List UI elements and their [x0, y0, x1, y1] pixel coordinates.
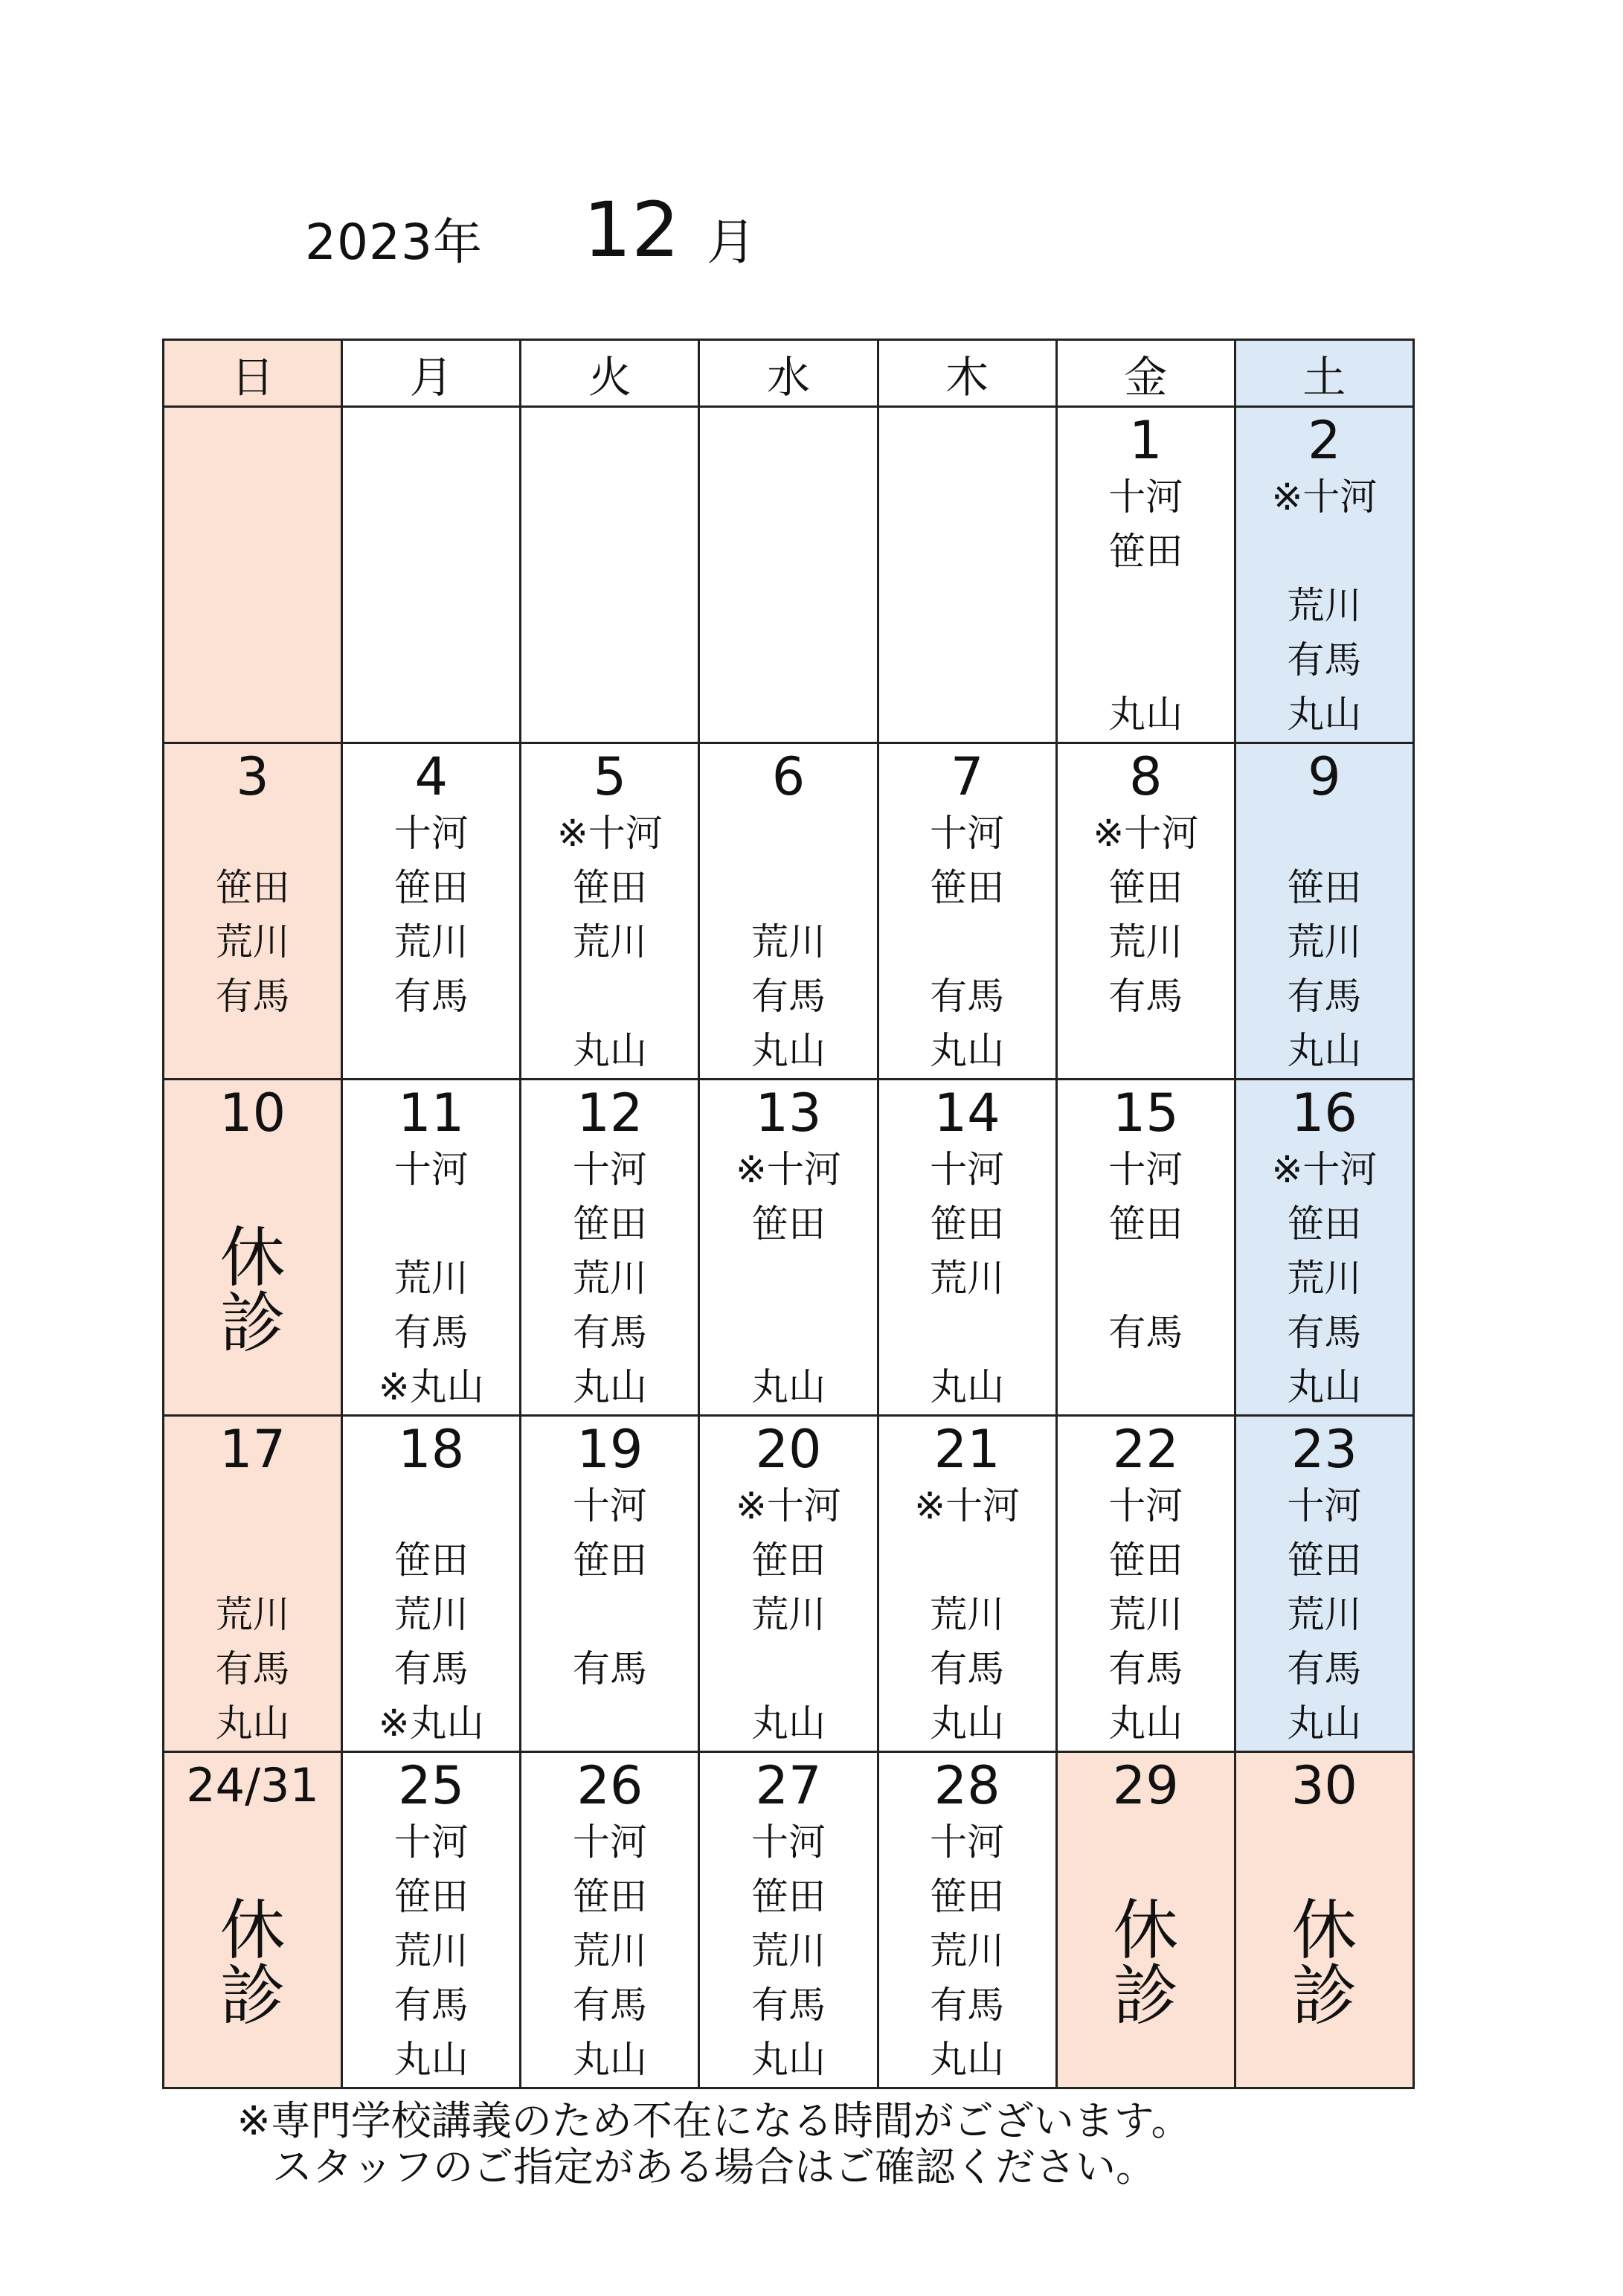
staff-list — [1236, 1479, 1413, 1751]
day-number: 4 — [414, 746, 448, 807]
staff-name: 有馬 — [393, 1311, 469, 1354]
staff-name: 十河 — [393, 1148, 469, 1191]
day-cell — [164, 1416, 342, 1752]
day-cell — [342, 1416, 521, 1752]
day-number: 7 — [950, 746, 984, 807]
staff-name: 丸山 — [572, 2038, 647, 2081]
weekday-header: 水 — [699, 340, 878, 407]
staff-name — [521, 1588, 698, 1642]
day-cell — [521, 743, 699, 1080]
staff-name: 丸山 — [1287, 1702, 1362, 1745]
closed-label: 休 診 — [1291, 1892, 1357, 2034]
staff-name: ※十河 — [1271, 475, 1378, 519]
day-number: 26 — [576, 1755, 643, 1816]
day-cell — [878, 1080, 1056, 1416]
day-number: 2 — [1308, 410, 1341, 471]
staff-name: 笹田 — [393, 1539, 469, 1582]
staff-name: 丸山 — [930, 1365, 1005, 1408]
staff-name: 荒川 — [1287, 920, 1362, 963]
day-cell — [1235, 1752, 1413, 2088]
staff-name: 丸山 — [930, 1702, 1005, 1745]
staff-name: 笹田 — [930, 866, 1005, 909]
day-cell — [699, 1752, 878, 2088]
staff-name: 笹田 — [751, 1202, 826, 1245]
staff-list — [700, 807, 876, 1078]
staff-name: 丸山 — [751, 2038, 826, 2081]
staff-name: 笹田 — [572, 866, 647, 909]
staff-name: 丸山 — [751, 1702, 826, 1745]
note-line-1: ※専門学校講義のため不在になる時間がございます。 — [237, 2097, 1192, 2144]
staff-name: ※丸山 — [378, 1365, 484, 1408]
staff-name: 笹田 — [1287, 866, 1362, 909]
staff-name: 荒川 — [930, 1257, 1005, 1300]
day-cell — [164, 1080, 342, 1416]
day-cell — [878, 1752, 1056, 2088]
staff-name: 笹田 — [930, 1875, 1005, 1918]
staff-name: 丸山 — [930, 2038, 1005, 2081]
day-number: 6 — [771, 746, 806, 807]
day-cell — [699, 1416, 878, 1752]
staff-name: 笹田 — [930, 1202, 1005, 1245]
staff-name: 有馬 — [572, 1984, 647, 2027]
staff-name: 荒川 — [1287, 1257, 1362, 1300]
staff-name: 笹田 — [1287, 1539, 1362, 1582]
month-number: 12 — [583, 186, 680, 275]
staff-name: 十河 — [1108, 475, 1183, 519]
day-number — [700, 411, 876, 470]
day-number: 18 — [398, 1419, 465, 1480]
staff-name: 有馬 — [215, 975, 290, 1018]
staff-list — [700, 1143, 876, 1414]
staff-name: 丸山 — [1108, 693, 1183, 736]
staff-name — [879, 1533, 1055, 1588]
staff-name: 十河 — [1108, 1148, 1183, 1191]
weekday-header: 金 — [1056, 340, 1235, 407]
year-label: 2023年 — [305, 214, 483, 271]
staff-name: 有馬 — [1108, 975, 1183, 1018]
staff-name: 有馬 — [393, 1647, 469, 1690]
staff-name: 荒川 — [930, 1929, 1005, 1972]
staff-name — [1058, 1024, 1234, 1078]
day-cell — [1056, 1080, 1235, 1416]
closed-label: 休 診 — [219, 1219, 286, 1362]
staff-name: 荒川 — [393, 1593, 469, 1636]
weekday-header-row — [164, 340, 1414, 407]
day-cell — [521, 1416, 699, 1752]
staff-name — [521, 969, 698, 1024]
day-cell — [521, 1752, 699, 2088]
day-number — [521, 411, 698, 470]
staff-name — [1058, 1251, 1234, 1306]
staff-name: 有馬 — [572, 1311, 647, 1354]
day-number: 17 — [219, 1419, 286, 1480]
staff-name: 有馬 — [930, 1647, 1005, 1690]
staff-name — [879, 915, 1055, 969]
day-number: 29 — [1112, 1755, 1179, 1816]
staff-list — [879, 807, 1055, 1078]
staff-name: 丸山 — [1108, 1702, 1183, 1745]
staff-list — [164, 1479, 341, 1751]
staff-list — [700, 1479, 876, 1751]
staff-name: 有馬 — [1287, 1647, 1362, 1690]
staff-name — [343, 1479, 519, 1533]
staff-name — [164, 1024, 341, 1078]
staff-name — [1058, 633, 1234, 687]
staff-name: 有馬 — [930, 1984, 1005, 2027]
day-cell — [1235, 407, 1413, 743]
staff-name — [521, 1696, 698, 1751]
day-number: 13 — [755, 1083, 822, 1144]
day-number: 21 — [933, 1419, 1000, 1480]
staff-name — [164, 1533, 341, 1588]
note-line-2: スタッフのご指定がある場合はご確認ください。 — [272, 2143, 1156, 2190]
staff-name: 有馬 — [215, 1647, 290, 1690]
closed-label: 休 診 — [1113, 1892, 1179, 2034]
staff-list — [521, 807, 698, 1078]
day-number: 19 — [576, 1419, 643, 1480]
staff-name: ※十河 — [736, 1484, 841, 1527]
staff-name: 十河 — [393, 812, 469, 855]
calendar-body — [164, 407, 1414, 2088]
staff-name: 十河 — [572, 1821, 647, 1864]
day-number: 11 — [398, 1083, 465, 1144]
day-number: 14 — [933, 1083, 1000, 1144]
staff-name: 十河 — [393, 1821, 469, 1864]
day-number: 12 — [576, 1083, 643, 1144]
staff-list — [1058, 1143, 1234, 1414]
staff-name: 十河 — [930, 1821, 1005, 1864]
staff-name: 荒川 — [930, 1593, 1005, 1636]
staff-name: 丸山 — [215, 1702, 290, 1745]
week-row — [164, 743, 1414, 1080]
staff-name: ※丸山 — [378, 1702, 484, 1745]
staff-name: 有馬 — [1108, 1311, 1183, 1354]
staff-name: 笹田 — [1108, 1202, 1183, 1245]
day-cell — [342, 1752, 521, 2088]
staff-name: 丸山 — [1287, 1029, 1362, 1072]
week-row — [164, 1752, 1414, 2088]
staff-name: 笹田 — [1108, 866, 1183, 909]
day-cell — [878, 407, 1056, 743]
staff-name: 十河 — [930, 1148, 1005, 1191]
staff-name — [164, 1479, 341, 1533]
staff-name: ※十河 — [1093, 812, 1199, 855]
staff-name: 荒川 — [393, 920, 469, 963]
staff-name: 笹田 — [1108, 530, 1183, 573]
staff-name: 十河 — [930, 812, 1005, 855]
day-cell — [1056, 1752, 1235, 2088]
staff-name: 笹田 — [751, 1875, 826, 1918]
staff-list — [1236, 807, 1413, 1078]
weekday-header: 月 — [342, 340, 521, 407]
staff-name: 笹田 — [572, 1539, 647, 1582]
day-cell — [164, 1752, 342, 2088]
staff-name — [1236, 807, 1413, 861]
staff-list — [879, 1815, 1055, 2087]
weekday-header: 日 — [164, 340, 342, 407]
staff-name: 荒川 — [1108, 920, 1183, 963]
weekday-header: 木 — [878, 340, 1056, 407]
staff-name: 笹田 — [751, 1539, 826, 1582]
day-number: 27 — [755, 1755, 822, 1816]
staff-name: 荒川 — [1108, 1593, 1183, 1636]
staff-name — [879, 1306, 1055, 1360]
day-cell — [164, 743, 342, 1080]
staff-name: 荒川 — [751, 1593, 826, 1636]
staff-name: 笹田 — [393, 1875, 469, 1918]
staff-name — [700, 1642, 876, 1696]
day-number: 20 — [755, 1419, 822, 1480]
staff-name: 荒川 — [751, 920, 826, 963]
staff-name: 丸山 — [572, 1365, 647, 1408]
staff-name: 荒川 — [751, 1929, 826, 1972]
staff-name: 笹田 — [215, 866, 290, 909]
staff-name: 十河 — [1108, 1484, 1183, 1527]
day-cell — [342, 743, 521, 1080]
staff-name: 荒川 — [393, 1257, 469, 1300]
staff-name: 有馬 — [572, 1647, 647, 1690]
staff-name: 荒川 — [572, 1257, 647, 1300]
day-number: 22 — [1112, 1419, 1179, 1480]
month-unit: 月 — [707, 214, 756, 271]
day-cell — [878, 1416, 1056, 1752]
staff-name: ※十河 — [556, 812, 663, 855]
footer-note — [0, 2098, 1428, 2190]
schedule-calendar — [162, 339, 1415, 2089]
staff-name: 荒川 — [1287, 584, 1362, 627]
day-number: 8 — [1129, 746, 1163, 807]
staff-name: 笹田 — [1108, 1539, 1183, 1582]
staff-name: 十河 — [572, 1148, 647, 1191]
day-cell — [1235, 743, 1413, 1080]
staff-name: 笹田 — [1287, 1202, 1362, 1245]
staff-name: 丸山 — [1287, 1365, 1362, 1408]
staff-list — [700, 1815, 876, 2087]
staff-name: 十河 — [1287, 1484, 1362, 1527]
day-cell — [1235, 1080, 1413, 1416]
staff-name — [700, 1251, 876, 1306]
staff-name: 荒川 — [572, 920, 647, 963]
staff-name: 笹田 — [393, 866, 469, 909]
staff-name: 荒川 — [1287, 1593, 1362, 1636]
staff-name — [700, 861, 876, 915]
staff-name: 荒川 — [393, 1929, 469, 1972]
staff-name — [1236, 525, 1413, 579]
day-number: 28 — [933, 1755, 1000, 1816]
day-cell — [1056, 1416, 1235, 1752]
staff-name — [700, 807, 876, 861]
staff-list — [1236, 1143, 1413, 1414]
staff-name — [1058, 1360, 1234, 1414]
day-number: 3 — [236, 746, 269, 807]
day-cell — [1056, 743, 1235, 1080]
staff-list — [343, 1479, 519, 1751]
staff-name: 有馬 — [751, 1984, 826, 2027]
staff-list — [879, 1479, 1055, 1751]
day-number: 10 — [219, 1083, 286, 1144]
staff-list — [1058, 470, 1234, 742]
day-cell — [164, 407, 342, 743]
staff-list — [1058, 1479, 1234, 1751]
staff-name: 丸山 — [393, 2038, 469, 2081]
day-number: 25 — [398, 1755, 465, 1816]
staff-name: 有馬 — [1108, 1647, 1183, 1690]
staff-name: 丸山 — [751, 1029, 826, 1072]
staff-name: 荒川 — [215, 920, 290, 963]
staff-name: 有馬 — [1287, 638, 1362, 682]
staff-list — [343, 1815, 519, 2087]
staff-list — [343, 807, 519, 1078]
week-row — [164, 1416, 1414, 1752]
weekday-header: 火 — [521, 340, 699, 407]
staff-list — [521, 1815, 698, 2087]
staff-name: 笹田 — [572, 1875, 647, 1918]
week-row — [164, 1080, 1414, 1416]
staff-name: 有馬 — [751, 975, 826, 1018]
staff-name: 丸山 — [572, 1029, 647, 1072]
staff-name — [343, 1024, 519, 1078]
day-cell — [342, 1080, 521, 1416]
day-number: 1 — [1129, 410, 1163, 471]
staff-name: 十河 — [751, 1821, 826, 1864]
staff-name: 笹田 — [572, 1202, 647, 1245]
week-row — [164, 407, 1414, 743]
staff-name — [164, 807, 341, 861]
day-number — [343, 411, 519, 470]
staff-name: 有馬 — [393, 975, 469, 1018]
staff-name: ※十河 — [736, 1148, 841, 1191]
day-cell — [878, 743, 1056, 1080]
closed-label: 休 診 — [219, 1892, 286, 2034]
day-cell — [521, 407, 699, 743]
day-number: 16 — [1291, 1083, 1357, 1144]
staff-list — [343, 1143, 519, 1414]
staff-name: 有馬 — [1287, 975, 1362, 1018]
day-cell — [699, 407, 878, 743]
staff-name: 荒川 — [215, 1593, 290, 1636]
day-cell — [1056, 407, 1235, 743]
staff-list — [521, 1143, 698, 1414]
day-number: 5 — [593, 746, 627, 807]
staff-name: 十河 — [572, 1484, 647, 1527]
day-number: 24/31 — [186, 1758, 319, 1812]
day-cell — [342, 407, 521, 743]
staff-name: 有馬 — [1287, 1311, 1362, 1354]
staff-list — [1236, 470, 1413, 742]
staff-name: ※十河 — [1271, 1148, 1378, 1191]
staff-name: 丸山 — [751, 1365, 826, 1408]
staff-name: 荒川 — [572, 1929, 647, 1972]
day-cell — [699, 1080, 878, 1416]
staff-list — [164, 807, 341, 1078]
day-number: 23 — [1291, 1419, 1357, 1480]
day-number: 15 — [1112, 1083, 1179, 1144]
staff-list — [521, 1479, 698, 1751]
day-number — [879, 411, 1055, 470]
day-cell — [699, 743, 878, 1080]
day-number — [164, 411, 341, 470]
staff-name — [343, 1197, 519, 1251]
staff-list — [1058, 807, 1234, 1078]
staff-name: 丸山 — [930, 1029, 1005, 1072]
staff-name: 丸山 — [1287, 693, 1362, 736]
day-cell — [521, 1080, 699, 1416]
staff-name: 有馬 — [393, 1984, 469, 2027]
staff-name: ※十河 — [914, 1484, 1021, 1527]
day-cell — [1235, 1416, 1413, 1752]
staff-list — [879, 1143, 1055, 1414]
staff-name: 有馬 — [930, 975, 1005, 1018]
staff-name — [1058, 579, 1234, 633]
day-number: 9 — [1308, 746, 1341, 807]
day-number: 30 — [1291, 1755, 1357, 1816]
staff-name — [700, 1306, 876, 1360]
weekday-header: 土 — [1235, 340, 1413, 407]
